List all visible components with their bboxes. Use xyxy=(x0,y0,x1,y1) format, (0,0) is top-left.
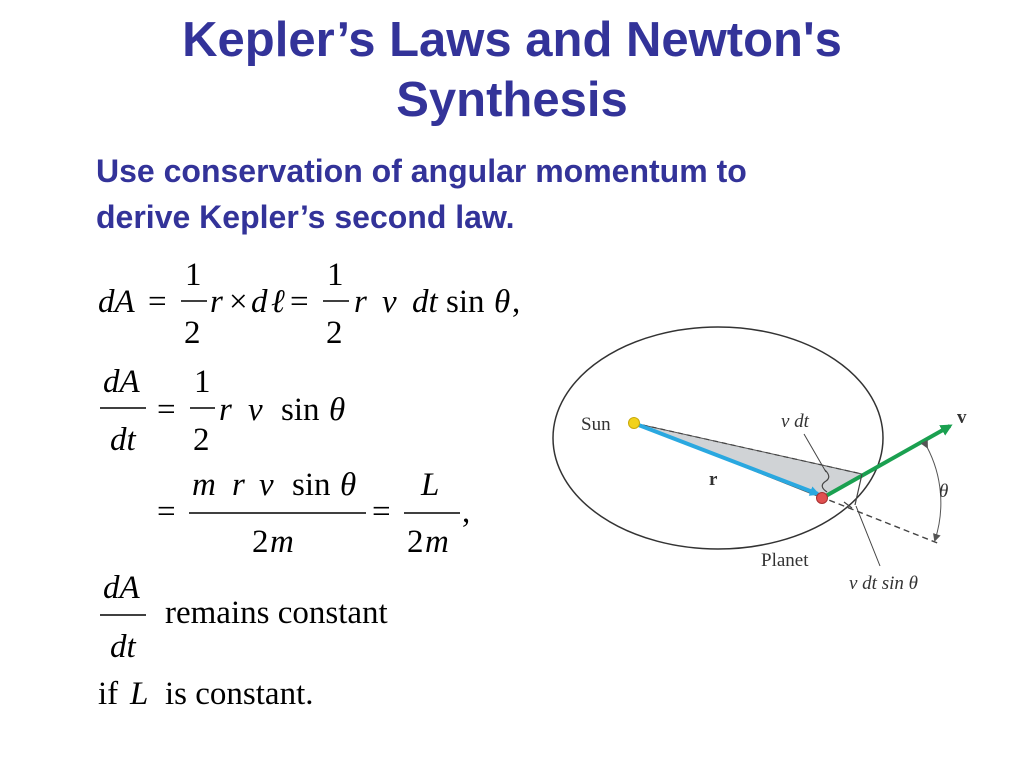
equation-1 xyxy=(98,257,520,351)
eq3-m2: m xyxy=(270,524,294,560)
eq1-dt: dt xyxy=(412,284,438,320)
title-line-2: Synthesis xyxy=(396,73,628,127)
r-vector-label: r⃗ xyxy=(709,469,733,490)
eq1-dA: dA xyxy=(98,284,135,320)
subtitle-line-2: derive Kepler’s second law. xyxy=(96,199,515,235)
eq1-ell: ℓ xyxy=(271,284,285,320)
eq3-theta: θ xyxy=(340,467,357,503)
eq2-half-num: 1 xyxy=(194,364,211,400)
vdtsin-label: v dt sin θ xyxy=(849,573,918,594)
kepler-diagram xyxy=(540,318,1000,618)
eq3-L: L xyxy=(421,467,440,503)
eq3-r: r xyxy=(232,467,245,503)
eq2-equals: = xyxy=(157,392,176,428)
eq1-comma: , xyxy=(512,284,521,320)
eq3-v: v xyxy=(259,467,274,503)
eq1-theta: θ xyxy=(494,284,511,320)
eq1-sin: sin xyxy=(446,284,485,320)
eq2-dA: dA xyxy=(103,364,140,400)
eq1-equals-1: = xyxy=(148,284,167,320)
eq1-frac1-num: 1 xyxy=(185,257,202,293)
eq3-equals-2: = xyxy=(372,494,391,530)
v-vector xyxy=(824,426,950,497)
eq3-equals-1: = xyxy=(157,494,176,530)
planet-icon xyxy=(817,493,828,504)
eq1-r2: r xyxy=(354,284,367,320)
equation-5 xyxy=(98,676,313,712)
eq1-frac2-den: 2 xyxy=(326,315,343,351)
eq1-equals-2: = xyxy=(290,284,309,320)
eq3-two-b: 2 xyxy=(407,524,424,560)
sun-icon xyxy=(629,418,640,429)
eq3-m: m xyxy=(192,467,216,503)
eq2-v: v xyxy=(248,392,263,428)
eq1-frac2-num: 1 xyxy=(327,257,344,293)
eq2-sin: sin xyxy=(281,392,320,428)
eq2-half-den: 2 xyxy=(193,422,210,458)
sun-label: Sun xyxy=(581,414,611,435)
vdt-label: v dt xyxy=(781,411,809,432)
eq5-is-constant: is constant. xyxy=(165,676,314,712)
title-line-1: Kepler’s Laws and Newton's xyxy=(182,13,842,67)
eq2-dt: dt xyxy=(110,422,136,458)
eq3-sin: sin xyxy=(292,467,331,503)
eq4-dt: dt xyxy=(110,629,136,665)
eq1-v: v xyxy=(382,284,397,320)
eq4-remains: remains constant xyxy=(165,595,388,631)
eq3-comma: , xyxy=(462,494,471,530)
eq5-if: if xyxy=(98,676,119,712)
eq3-two: 2 xyxy=(252,524,269,560)
eq4-dA: dA xyxy=(103,570,140,606)
eq1-times: × xyxy=(229,284,248,320)
eq1-frac1-den: 2 xyxy=(184,315,201,351)
v-vector-label: v⃗ xyxy=(957,407,982,428)
eq3-m3: m xyxy=(425,524,449,560)
equation-2 xyxy=(100,364,345,458)
eq2-theta: θ xyxy=(329,392,346,428)
eq1-d: d xyxy=(251,284,268,320)
planet-label: Planet xyxy=(761,550,809,571)
eq2-r: r xyxy=(219,392,232,428)
orbit-ellipse xyxy=(553,327,883,549)
theta-label: θ xyxy=(939,481,949,502)
eq1-r: r xyxy=(210,284,223,320)
equation-4 xyxy=(100,570,388,665)
subtitle-line-1: Use conservation of angular momentum to xyxy=(96,153,747,189)
eq5-L: L xyxy=(130,676,149,712)
equation-3 xyxy=(157,467,470,560)
